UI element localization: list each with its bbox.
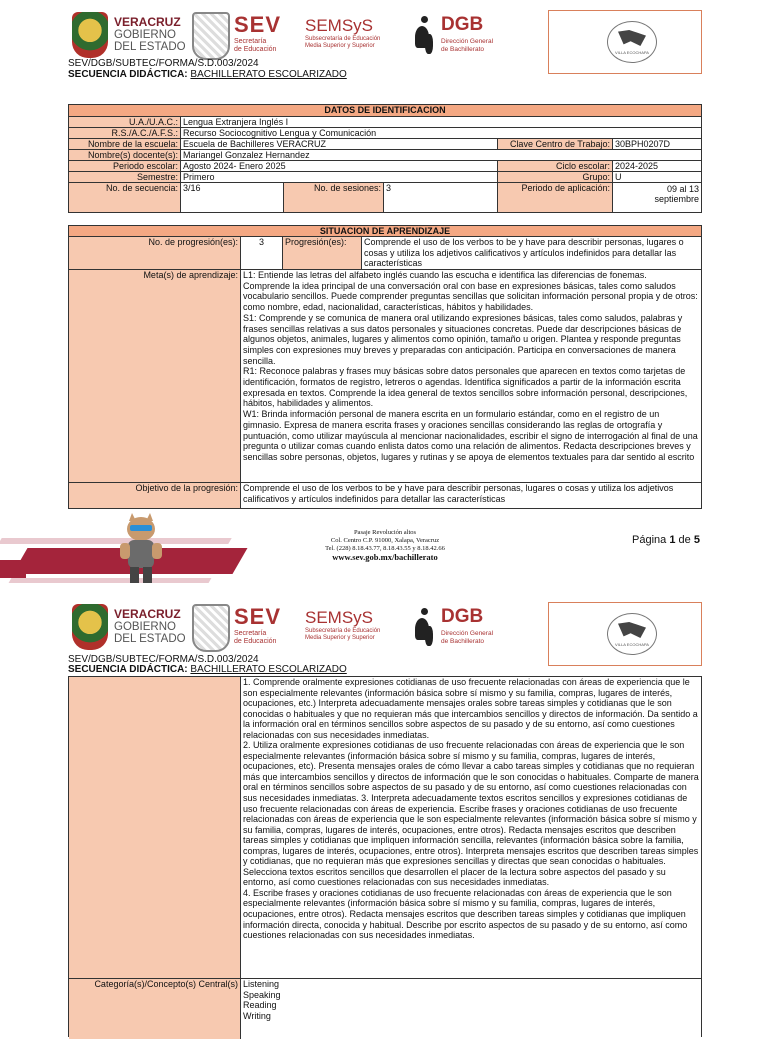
group-label: Grupo:: [498, 172, 613, 183]
document-code: SEV/DGB/SUBTEC/FORMA/S.D.003/2024: [68, 654, 259, 665]
semsys-logo: [305, 16, 415, 56]
learning-situation-title: SITUACION DE APRENDIZAJE: [69, 226, 701, 237]
trajectory-label: [69, 677, 241, 979]
dgb-subtitle: Dirección General de Bachillerato: [441, 38, 494, 53]
semsys-subtitle: Subsecretaría de Educación Media Superior y Superior: [305, 628, 381, 641]
application-period-value: 09 al 13 septiembre: [613, 183, 701, 212]
trajectory-value: 1. Comprende oralmente expresiones cotidianas de uso frecuente relacionadas con áreas de experiencia que le son especialmente relevantes (información básica sobre sí mismo y su familia, compras, lugares de interés, ocupaciones, etc.) Interpreta adecuadamente mensajes orales sobre tareas simples y cotidianas que le son conocidas o habituales y que no requieran más que intercambios sencillos y directos de información. Da sentido a la información oral en términos sencillos sobre aspectos de su pasado y de su entorno, así como cuestiones relacionadas con sus necesidades inmediatas. 2. Utiliza oralmente expresiones cotidianas de uso frecuente relacionadas con áreas de experiencia que le son especialmente relevantes (información básica sobre sí mismo y su familia, compras, lugares de interés, ocupaciones, etc). Presenta mensajes orales de cómo llevar a cabo tareas simples y cotidianas que no requieran más que intercambios sencillos y directos de información que le son conocidas o habituales. Comparte de manera oral en términos sencillos sobre aspectos de su pasado y de su entorno, así como cuestiones relacionadas con sus necesidades inmediatas. 3. Interpreta adecuadamente textos escritos sencillos y expresiones cotidianas de uso frecuente relacionadas con áreas de experiencia. Escribe frases y oraciones cotidianas de uso frecuente relacionadas con áreas de experiencia que le son especialmente relevantes (información básica sobre sí mismo y su familia, compras, lugares de interés, ocupaciones, entre otros). Redacta mensajes escritos que describen tareas simples y cotidianas que impliquen información sencilla, relevantes (información básica sobre la familia, compras, lugares de interés, ocupaciones, entre otros). Interpreta mensajes escritos que describen tareas simples y cotidianas, que no requieran más que expresiones sencillas y directas que sean conocidas o habituales. Selecciona textos escritos sencillos que desarrollen el placer de la lectura sobre aspectos del pasado y su entorno, así como cuestiones relacionadas con sus necesidades inmediatas. 4. Escribe frases y oraciones cotidianas de uso frecuente relacionadas con áreas de experiencia que le son especialmente relevantes (información básica sobre sí mismo y su familia, compras, lugares de interés, ocupaciones, entre otros). Redacta mensajes escritos que describen tareas simples y cotidianas que impliquen información directa, conocida y habitual. Describe por escrito aspectos de su pasado y de su entorno, así como cuestiones relacionadas con sus necesidades inmediatas.: [241, 677, 701, 979]
learning-goals-label: Meta(s) de aprendizaje:: [69, 270, 241, 483]
categories-label: Categoría(s)/Concepto(s) Central(s): [69, 979, 241, 1039]
progression-number-label: No. de progresión(es):: [69, 237, 241, 270]
categories-value: Listening Speaking Reading Writing: [241, 979, 701, 1039]
group-value: U: [613, 172, 701, 183]
veracruz-logo: [70, 604, 210, 652]
semester-value: Primero: [181, 172, 498, 183]
sev-shield-icon: [192, 12, 230, 60]
veracruz-logo: [70, 12, 210, 60]
work-center-value: 30BPH0207D: [613, 139, 701, 150]
school-name-value: Escuela de Bachilleres VERACRUZ: [181, 139, 498, 150]
cycle-label: Ciclo escolar:: [498, 161, 613, 172]
school-name-label: Nombre de la escuela:: [69, 139, 181, 150]
page1-header-logos: [70, 10, 700, 62]
school-stamp-icon: VILLA ECOCHAPA: [607, 21, 657, 63]
dgb-subtitle: Dirección General de Bachillerato: [441, 630, 494, 645]
sequence-no-label: No. de secuencia:: [69, 183, 181, 212]
progression-value: Comprende el uso de los verbos to be y have para describir personas, lugares o cosas y utiliza los adjetivos calificativos y artículos indefinidos para detallar las características: [362, 237, 701, 270]
application-period-label: Periodo de aplicación:: [498, 183, 613, 212]
dgb-mark-icon: [415, 608, 433, 646]
semsys-title: SEMSyS: [305, 608, 374, 627]
sequence-title: SECUENCIA DIDÁCTICA: BACHILLERATO ESCOLARIZADO: [68, 69, 347, 80]
school-stamp-box: [548, 602, 702, 666]
semester-label: Semestre:: [69, 172, 181, 183]
veracruz-logo-text: VERACRUZ GOBIERNO DEL ESTADO: [114, 15, 186, 53]
identification-title: DATOS DE IDENTIFICACION: [69, 105, 701, 117]
progression-objective-value: Comprende el uso de los verbos to be y have para describir personas, lugares o cosas y utiliza los adjetivos calificativos y artículos indefinidos para detallar las características: [241, 483, 701, 508]
sev-subtitle: Secretaría de Educación: [234, 38, 277, 53]
progression-number-value: 3: [241, 237, 283, 270]
school-stamp-icon: VILLA ECOCHAPA: [607, 613, 657, 655]
dgb-logo: [415, 12, 525, 58]
footer-website: www.sev.gob.mx/bachillerato: [332, 552, 438, 562]
school-stamp-box: [548, 10, 702, 74]
work-center-label: Clave Centro de Trabajo:: [498, 139, 613, 150]
sev-title: SEV: [234, 12, 282, 37]
sev-shield-icon: [192, 604, 230, 652]
sequence-title: SECUENCIA DIDÁCTICA: BACHILLERATO ESCOLARIZADO: [68, 664, 347, 675]
sessions-value: 3: [384, 183, 498, 212]
rs-value: Recurso Sociocognitivo Lengua y Comunicación: [181, 128, 701, 139]
teacher-value: Mariangel Gonzalez Hernandez: [181, 150, 701, 161]
veracruz-crest-icon: [72, 604, 108, 650]
trajectory-table: [68, 676, 702, 1037]
learning-situation-table: [68, 225, 702, 509]
document-code: SEV/DGB/SUBTEC/FORMA/S.D.003/2024: [68, 58, 259, 69]
dgb-logo: [415, 604, 525, 650]
sequence-no-value: 3/16: [181, 183, 284, 212]
sev-logo: [192, 12, 302, 60]
sev-logo: [192, 604, 302, 652]
learning-goals-value: L1: Entiende las letras del alfabeto inglés cuando las escucha e identifica las diferencias de fonemas. Comprende la idea principal de una conversación oral con base en expresiones básicas, tales como saludos vocabulario sencillos. Puede comprender preguntas sencillas que solicitan información personal propia y de otros: como nombre, edad, nacionalidad, características, hábitos y habilidades. S1: Comprende y se comunica de manera oral utilizando expresiones básicas, tales como saludos, palabras y frases sencillas relativas a sus datos personales y situaciones concretas. Puede dar descripciones básicas de algunos objetos, animales, lugares y alimentos como opinión, tamaño u origen. Plantea y responde preguntas simples con expresiones muy breves y preparadas con anticipación. Participa en conversaciones de manera sencilla. R1: Reconoce palabras y frases muy básicas sobre datos personales que aparecen en textos como tarjetas de identificación, formatos de registro, letreros o agendas. Identifica significados a partir de la información escrita expresada en textos. Comprende la idea general de textos sencillos sobre información personal, descripciones, hábitos, habilidades y alimentos. W1: Brinda información personal de manera escrita en un formulario estándar, como en el registro de un gimnasio. Expresa de manera escrita frases y oraciones sencillas considerando las reglas de ortografía y puntuación, como utilizar mayúscula al mencionar nacionalidades, escribir el signo de interrogación al final de una pregunta o utilizar comas cuando enlista datos como una relación de alimentos. Redacta descripciones breves y sencillas sobre personas, objetos, lugares y rutinas y se apoya de elementos textuales para dar sentido al escrito: [241, 270, 701, 483]
semsys-title: SEMSyS: [305, 16, 374, 35]
dgb-title: DGB: [441, 606, 484, 627]
sessions-label: No. de sesiones:: [284, 183, 384, 212]
semsys-subtitle: Subsecretaría de Educación Media Superior y Superior: [305, 36, 381, 49]
page2-header-logos: [70, 602, 700, 654]
uac-value: Lengua Extranjera Inglés I: [181, 117, 701, 128]
identification-table: [68, 104, 702, 213]
dgb-title: DGB: [441, 14, 484, 35]
veracruz-crest-icon: [72, 12, 108, 58]
mascot-illustration: [112, 515, 170, 587]
sev-title: SEV: [234, 604, 282, 629]
dgb-mark-icon: [415, 16, 433, 54]
progression-label: Progresión(es):: [283, 237, 362, 270]
progression-objective-label: Objetivo de la progresión:: [69, 483, 241, 508]
rs-label: R.S./A.C./A.F.S.:: [69, 128, 181, 139]
sev-subtitle: Secretaría de Educación: [234, 630, 277, 645]
teacher-label: Nombre(s) docente(s):: [69, 150, 181, 161]
period-value: Agosto 2024- Enero 2025: [181, 161, 498, 172]
period-label: Periodo escolar:: [69, 161, 181, 172]
cycle-value: 2024-2025: [613, 161, 701, 172]
footer-address: Pasaje Revolución altos Col. Centro C.P. 91000, Xalapa, Veracruz Tel. (228) 8.18.43.77, 8.18.43.55 y 8.18.42.66 www.sev.gob.mx/bachillerato: [300, 529, 470, 561]
uac-label: U.A./U.A.C.:: [69, 117, 181, 128]
semsys-logo: [305, 608, 415, 648]
page-number: Página 1 de 5: [632, 534, 700, 546]
veracruz-logo-text: VERACRUZ GOBIERNO DEL ESTADO: [114, 607, 186, 645]
